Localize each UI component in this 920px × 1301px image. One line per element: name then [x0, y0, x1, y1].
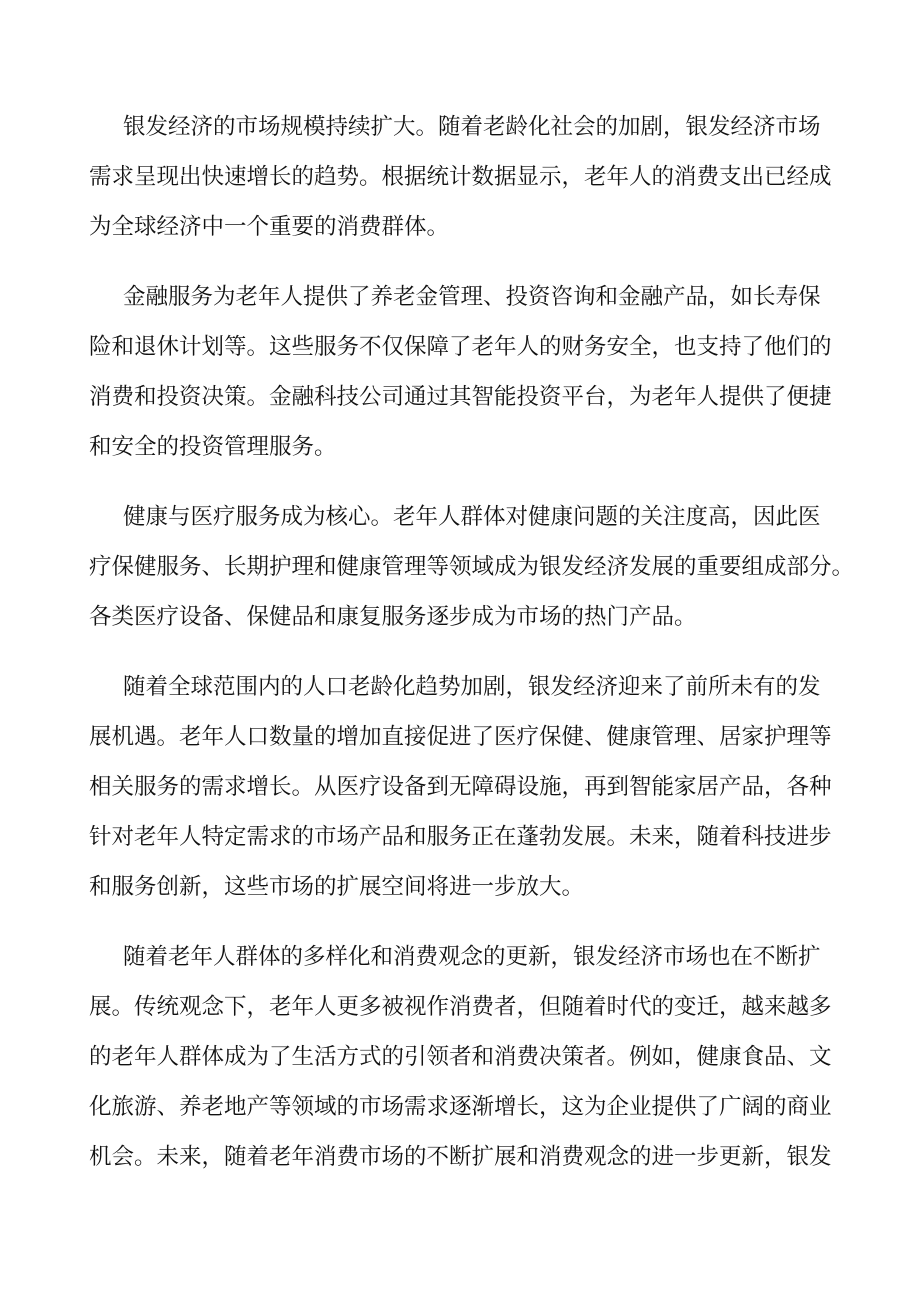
paragraph-line: 金融服务为老年人提供了养老金管理、投资咨询和金融产品，如长寿保: [123, 284, 821, 310]
paragraph-line: 健康与医疗服务成为核心。老年人群体对健康问题的关注度高，因此医: [123, 504, 821, 530]
paragraph-line: 需求呈现出快速增长的趋势。根据统计数据显示，老年人的消费支出已经成: [89, 164, 832, 190]
paragraph-line: 机会。未来，随着老年消费市场的不断扩展和消费观念的进一步更新，银发: [89, 1144, 832, 1170]
paragraph-line: 险和退休计划等。这些服务不仅保障了老年人的财务安全，也支持了他们的: [89, 334, 832, 360]
paragraph-line: 随着全球范围内的人口老龄化趋势加剧，银发经济迎来了前所未有的发: [123, 674, 821, 700]
paragraph-line: 和服务创新，这些市场的扩展空间将进一步放大。: [89, 874, 585, 900]
paragraph-line: 化旅游、养老地产等领域的市场需求逐渐增长，这为企业提供了广阔的商业: [89, 1094, 832, 1120]
paragraph-line: 展机遇。老年人口数量的增加直接促进了医疗保健、健康管理、居家护理等: [89, 724, 832, 750]
paragraph-line: 疗保健服务、长期护理和健康管理等领域成为银发经济发展的重要组成部分。: [89, 554, 855, 580]
paragraph-line: 随着老年人群体的多样化和消费观念的更新，银发经济市场也在不断扩: [123, 944, 821, 970]
paragraph-line: 银发经济的市场规模持续扩大。随着老龄化社会的加剧，银发经济市场: [123, 114, 821, 140]
paragraph-line: 为全球经济中一个重要的消费群体。: [89, 214, 450, 240]
paragraph-line: 展。传统观念下，老年人更多被视作消费者，但随着时代的变迁，越来越多: [89, 994, 832, 1020]
paragraph-line: 各类医疗设备、保健品和康复服务逐步成为市场的热门产品。: [89, 604, 697, 630]
paragraph-line: 针对老年人特定需求的市场产品和服务正在蓬勃发展。未来，随着科技进步: [89, 824, 832, 850]
paragraph-line: 和安全的投资管理服务。: [89, 434, 337, 460]
paragraph-line: 的老年人群体成为了生活方式的引领者和消费决策者。例如，健康食品、文: [89, 1044, 832, 1070]
paragraph-line: 消费和投资决策。金融科技公司通过其智能投资平台，为老年人提供了便捷: [89, 384, 832, 410]
paragraph-line: 相关服务的需求增长。从医疗设备到无障碍设施，再到智能家居产品，各种: [89, 774, 832, 800]
